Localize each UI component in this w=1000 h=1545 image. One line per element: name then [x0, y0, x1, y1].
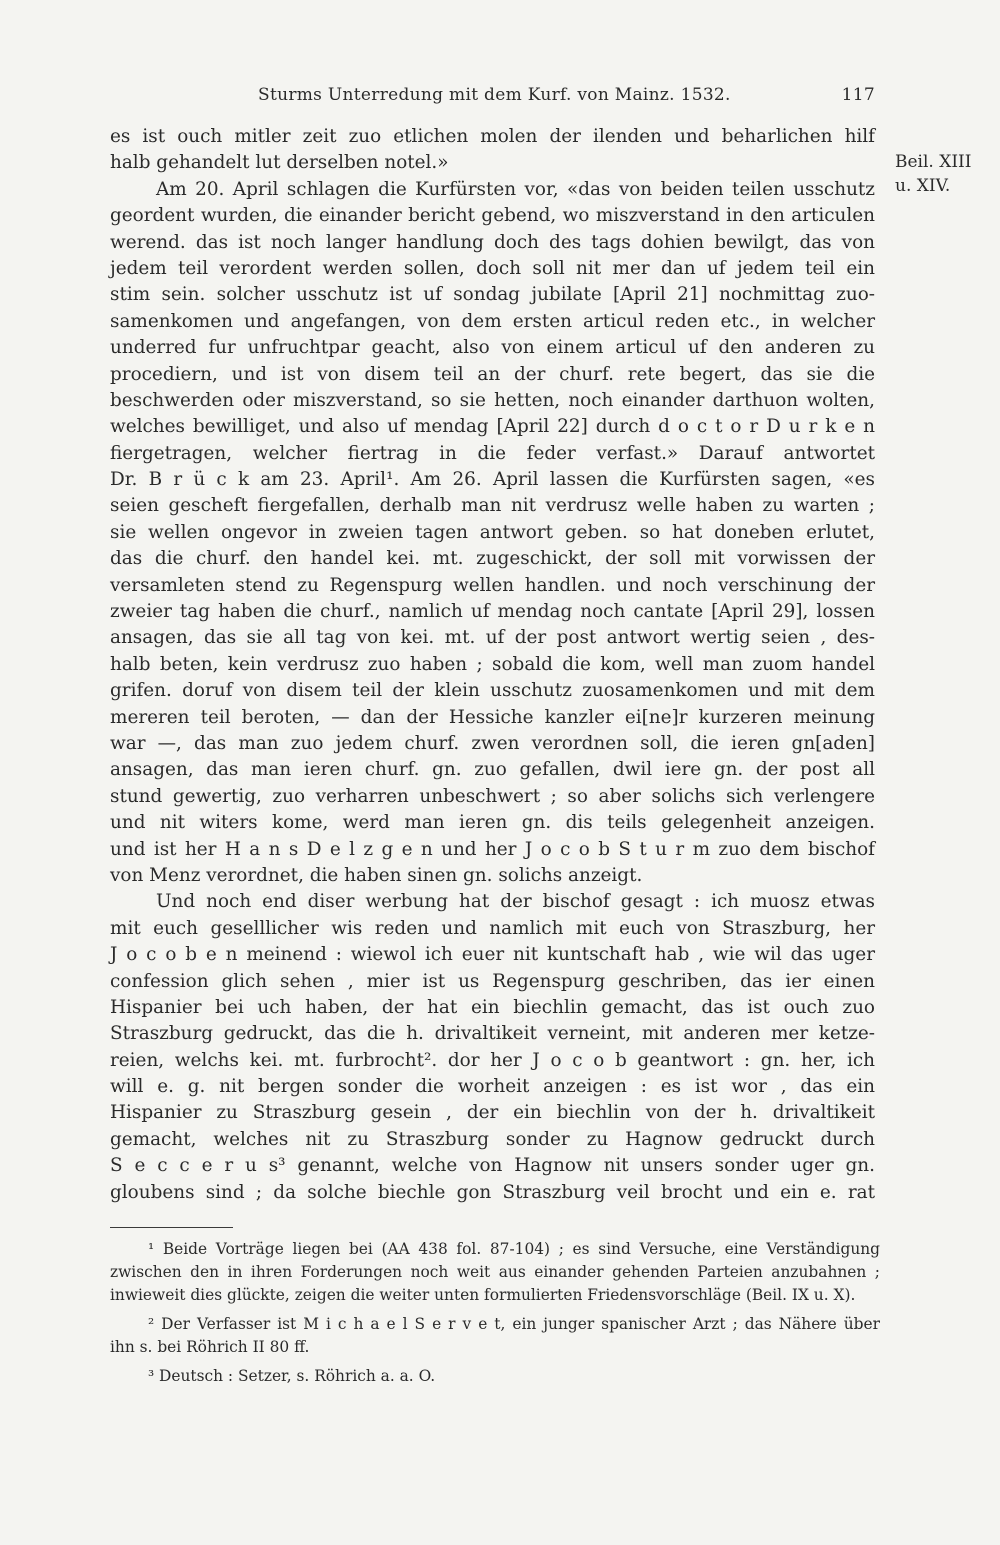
text-line: ansagen, das sie all tag von kei. mt. uf der post antwort wertig seien , des-	[110, 627, 875, 649]
text-line: mit euch geselllicher wis reden und namlich mit euch von Straszburg, her	[110, 917, 875, 939]
text-line: ansagen, das man ieren churf. gn. zuo gefallen, dwil iere gn. der post all	[110, 759, 875, 781]
text-line: mereren teil beroten, — dan der Hessiche kanzler ei[ne]r kurzeren meinung	[110, 706, 875, 728]
text-line: geordent wurden, die einander bericht gebend, wo miszverstand in den articulen	[110, 205, 875, 227]
page-header	[110, 85, 875, 115]
text-line: zweier tag haben die churf., namlich uf mendag noch cantate [April 29], lossen	[110, 601, 875, 623]
text-line: welches bewilliget, und also uf mendag [April 22] durch d o c t o r D u r k e n	[110, 416, 875, 438]
text-line: beschwerden oder miszverstand, so sie hetten, noch einander darthuon wolten,	[110, 389, 875, 411]
footnote-line: ihn s. bei Röhrich II 80 ff.	[110, 1338, 310, 1356]
text-line: procediern, und ist von disem teil an der churf. rete begert, das sie die	[110, 363, 875, 385]
margin-note-line: u. XIV.	[895, 176, 951, 196]
text-line: Hispanier zu Straszburg gesein , der ein biechlin von der h. drivaltikeit	[110, 1102, 875, 1124]
text-line: von Menz verordnet, die haben sinen gn. solichs anzeigt.	[110, 864, 643, 886]
footnote-line: inwieweit dies glückte, zeigen die weiter unten formulierten Friedensvorschläge (Beil. IX u. X).	[110, 1286, 856, 1304]
margin-note-line: Beil. XIII	[895, 152, 972, 172]
text-line: stim sein. solcher usschutz ist uf sondag jubilate [April 21] nochmittag zuo-	[110, 284, 875, 306]
running-head: Sturms Unterredung mit dem Kurf. von Mainz. 1532.	[258, 85, 731, 105]
text-line: reien, welchs kei. mt. furbrocht². dor her J o c o b geantwort : gn. her, ich	[110, 1049, 875, 1071]
text-line: und nit witers kome, werd man ieren gn. dis teils gelegenheit anzeigen.	[110, 812, 875, 834]
text-line: S e c c e r u s³ genannt, welche von Hagnow nit unsers sonder uger gn.	[110, 1155, 875, 1177]
text-line: es ist ouch mitler zeit zuo etlichen molen der ilenden und beharlichen hilf	[110, 126, 875, 147]
text-line: samenkomen und angefangen, von dem ersten articul reden etc., in welcher	[110, 310, 875, 332]
text-line: Hispanier bei uch haben, der hat ein biechlin gemacht, das ist ouch zuo	[110, 996, 875, 1018]
text-line: gloubens sind ; da solche biechle gon Straszburg veil brocht und ein e. rat	[110, 1181, 875, 1203]
text-line: werend. das ist noch langer handlung doch des tags dohien bewilgt, das von	[110, 231, 875, 253]
footnote-line: ³ Deutsch : Setzer, s. Röhrich a. a. O.	[148, 1367, 436, 1385]
text-line: will e. g. nit bergen sonder die worheit anzeigen : es ist wor , das ein	[110, 1076, 875, 1098]
text-line: und ist her H a n s D e l z g e n und her J o c o b S t u r m zuo dem bischof	[110, 838, 875, 860]
footnote-line: ² Der Verfasser ist M i c h a e l S e r v e t, ein junger spanischer Arzt ; das Nähere über	[148, 1315, 880, 1333]
footnote-line: ¹ Beide Vorträge liegen bei (AA 438 fol. 87-104) ; es sind Versuche, eine Verständigung	[148, 1240, 880, 1258]
text-line: grifen. doruf von disem teil der klein usschutz zuosamenkomen und mit dem	[110, 680, 875, 702]
text-line: Dr. B r ü c k am 23. April¹. Am 26. April lassen die Kurfürsten sagen, «es	[110, 469, 875, 491]
text-line: stund gewertig, zuo verharren unbeschwert ; so aber solichs sich verlengere	[110, 785, 875, 807]
text-line: halb gehandelt lut derselben notel.»	[110, 152, 449, 174]
text-line: seien gescheft fiergefallen, derhalb man nit verdrusz welle haben zu warten ;	[110, 495, 875, 517]
footnotes	[110, 1238, 880, 1388]
text-line: fiergetragen, welcher fiertrag in die feder verfast.» Darauf antwortet	[110, 442, 875, 464]
footnote-line: zwischen den in ihren Forderungen noch weit aus einander gehenden Parteien anzubahnen ;	[110, 1263, 880, 1281]
text-line: jedem teil verordent werden sollen, doch soll nit mer dan uf jedem teil ein	[110, 257, 875, 279]
text-line: confession glich sehen , mier ist us Regenspurg geschriben, das ier einen	[110, 970, 875, 992]
text-line: Am 20. April schlagen die Kurfürsten vor, «das von beiden teilen usschutz	[156, 178, 875, 200]
text-line: J o c o b e n meinend : wiewol ich euer nit kuntschaft hab , wie wil das uger	[110, 944, 875, 966]
text-line: sie wellen ongevor in zweien tagen antwort geben. so hat doneben erlutet,	[110, 521, 875, 543]
text-line: Straszburg gedruckt, das die h. drivaltikeit verneint, mit anderen mer ketze-	[110, 1023, 875, 1045]
text-line: das die churf. den handel kei. mt. zugeschickt, der soll mit vorwissen der	[110, 548, 875, 570]
page-number: 117	[841, 85, 875, 105]
text-line: gemacht, welches nit zu Straszburg sonder zu Hagnow gedruckt durch	[110, 1128, 875, 1150]
text-line: underred fur unfruchtpar geacht, also von einem articul uf den anderen zu	[110, 337, 875, 359]
text-line: war —, das man zuo jedem churf. zwen verordnen soll, die ieren gn[aden]	[110, 732, 875, 754]
footnote-rule	[110, 1227, 233, 1228]
text-line: versamleten stend zu Regenspurg wellen handlen. und noch verschinung der	[110, 574, 875, 596]
margin-note	[895, 150, 977, 198]
text-line: halb beten, kein verdrusz zuo haben ; sobald die kom, well man zuom handel	[110, 653, 875, 675]
text-line: Und noch end diser werbung hat der bischof gesagt : ich muosz etwas	[156, 891, 875, 913]
body-text	[110, 124, 875, 1206]
